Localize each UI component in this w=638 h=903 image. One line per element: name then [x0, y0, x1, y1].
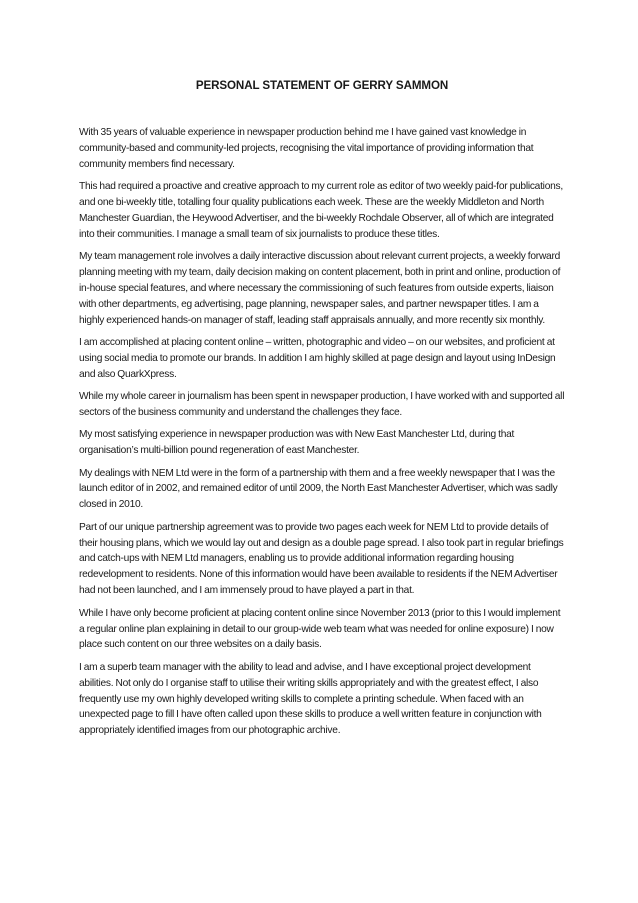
- paragraph-10: I am a superb team manager with the ability to lead and advise, and I have exceptional project development abilities. Not only do I organise staff to utilise their writing skills appropriately and with the greatest effect, I also frequently use my own highly developed writing skills to complete a printing schedule. When faced with an unexpected page to fill I have often called upon these skills to produce a well written feature in conjunction with appropriately identified images from our photographic archive.: [79, 661, 542, 737]
- document-page: [79, 78, 565, 746]
- paragraph-7: My dealings with NEM Ltd were in the form of a partnership with them and a free weekly newspaper that I was the launch editor of in 2002, and remained editor of until 2009, the North East Manchester Advertiser, which was sadly closed in 2010.: [79, 467, 558, 511]
- paragraph-9: While I have only become proficient at placing content online since November 2013 (prior to this I would implement a regular online plan explaining in detail to our group-wide web team what was needed for online exposure) I now place such content on our three websites on a daily basis.: [79, 607, 561, 651]
- paragraph-5: While my whole career in journalism has been spent in newspaper production, I have worked with and supported all sectors of the business community and understand the challenges they face.: [79, 391, 565, 419]
- paragraph-3: My team management role involves a daily interactive discussion about relevant current projects, a weekly forward planning meeting with my team, daily decision making on content placement, both in print and online, production of in-house special features, and where necessary the commissioning of such features from outside experts, liaison with other departments, eg advertising, page planning, newspaper sales, and partner newspaper titles. I am a highly experienced hands-on manager of staff, leading staff appraisals annually, and more recently six monthly.: [79, 251, 561, 326]
- paragraph-2: This had required a proactive and creative approach to my current role as editor of two weekly paid-for publications, and one bi-weekly title, totalling four quality publications each week. These are the weekly Middleton and North Manchester Guardian, the Heywood Advertiser, and the bi-weekly Rochdale Observer, all of which are integrated into their communities. I manage a small team of six journalists to produce these titles.: [79, 181, 563, 240]
- paragraph-1: With 35 years of valuable experience in newspaper production behind me I have gained vast knowledge in community-based and community-led projects, recognising the vital importance of providing information that community members find necessary.: [79, 127, 534, 170]
- paragraph-8: Part of our unique partnership agreement was to provide two pages each week for NEM Ltd to provide details of their housing plans, which we would lay out and design as a double page spread. I also took part in regular briefings and catch-ups with NEM Ltd managers, enabling us to provide additional information regarding housing redevelopment to residents. None of this information would have been available to residents if the NEM Advertiser had not been launched, and I am immensely proud to have played a part in that.: [79, 521, 564, 597]
- paragraph-6: My most satisfying experience in newspaper production was with New East Manchester Ltd, during that organisation’s multi-billion pound regeneration of east Manchester.: [79, 429, 515, 457]
- paragraph-4: I am accomplished at placing content online – written, photographic and video – on our websites, and proficient at using social media to promote our brands. In addition I am highly skilled at page design and layout using InDesign and also QuarkXpress.: [79, 337, 556, 380]
- document-title: PERSONAL STATEMENT OF GERRY SAMMON: [195, 79, 449, 92]
